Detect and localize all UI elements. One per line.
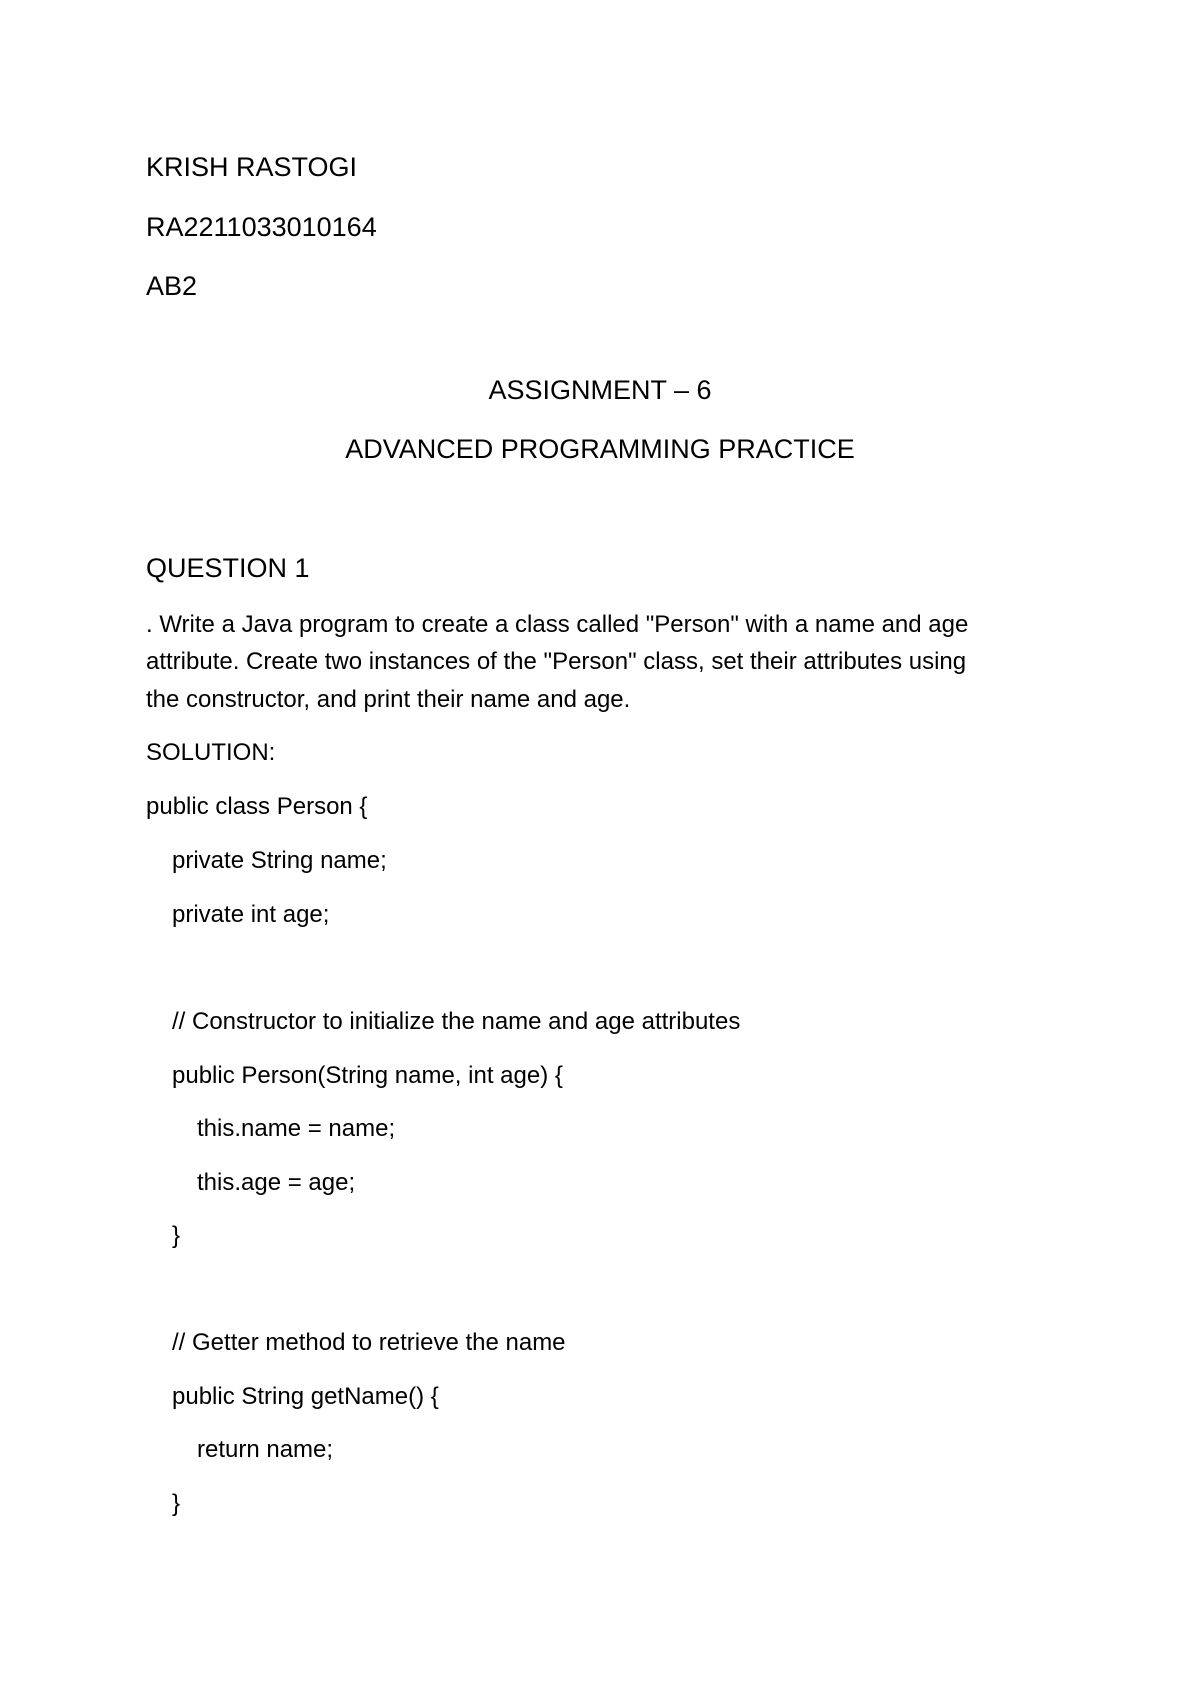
code-line: public class Person { xyxy=(146,793,368,820)
question-heading: QUESTION 1 xyxy=(146,553,310,583)
subject-title: ADVANCED PROGRAMMING PRACTICE xyxy=(345,434,855,464)
assignment-title: ASSIGNMENT – 6 xyxy=(488,375,712,405)
code-line: private String name; xyxy=(172,847,387,874)
code-line: } xyxy=(172,1222,181,1249)
code-line: this.name = name; xyxy=(197,1115,396,1142)
code-line: public String getName() { xyxy=(172,1383,439,1410)
code-line: this.age = age; xyxy=(197,1169,356,1196)
question-text-line-2: attribute. Create two instances of the "Person" class, set their attributes using xyxy=(146,648,967,675)
code-line: private int age; xyxy=(172,901,330,928)
registration-number: RA2211033010164 xyxy=(146,212,377,242)
code-line: } xyxy=(172,1490,181,1517)
section-code: AB2 xyxy=(146,271,198,301)
student-name: KRISH RASTOGI xyxy=(146,152,358,182)
solution-label: SOLUTION: xyxy=(146,739,276,766)
code-line: public Person(String name, int age) { xyxy=(172,1062,563,1089)
code-line: return name; xyxy=(197,1436,334,1463)
question-text-line-3: the constructor, and print their name and age. xyxy=(146,686,631,713)
code-comment-line: // Constructor to initialize the name and age attributes xyxy=(172,1008,741,1035)
question-text-line-1: . Write a Java program to create a class called "Person" with a name and age xyxy=(146,611,969,638)
code-comment-line: // Getter method to retrieve the name xyxy=(172,1329,566,1356)
